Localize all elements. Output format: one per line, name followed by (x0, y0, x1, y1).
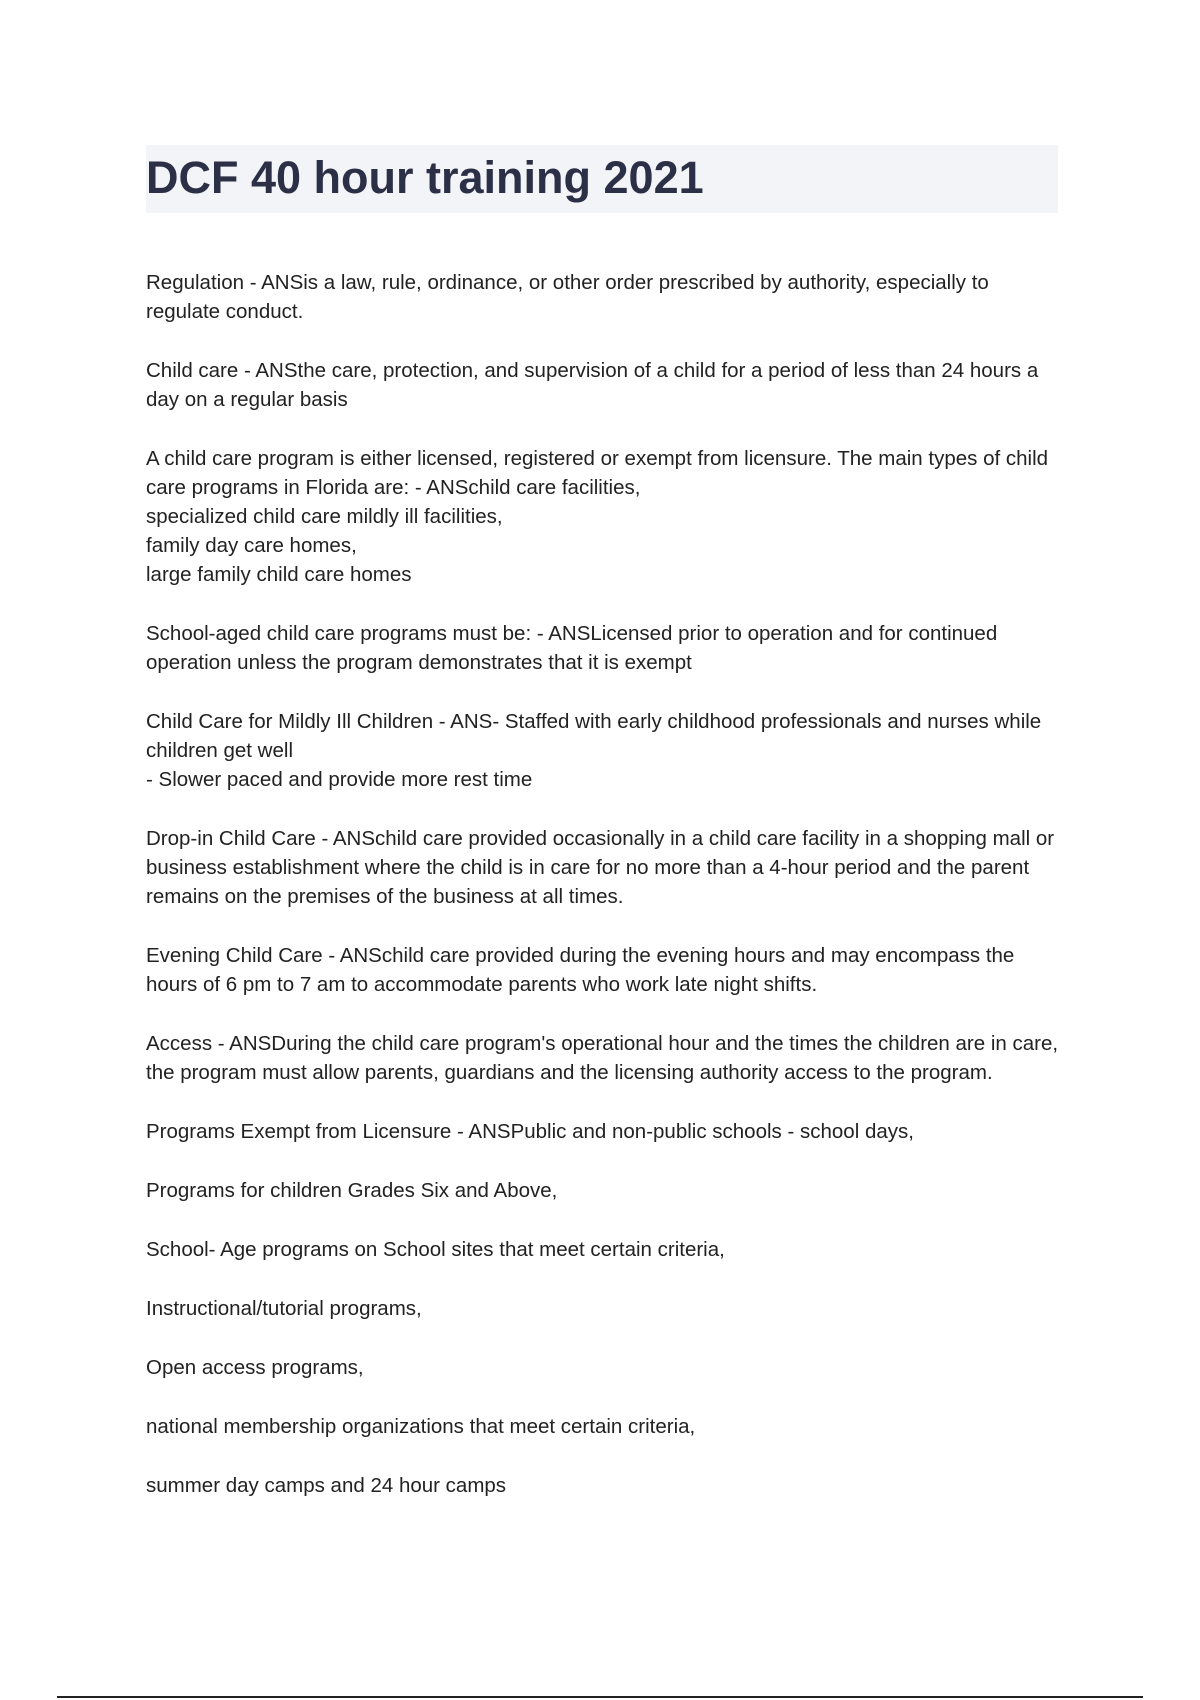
title-banner (146, 145, 1058, 213)
paragraph-school-age-sites: School- Age programs on School sites that meet certain criteria, (146, 1238, 725, 1261)
page-bottom-rule (57, 1696, 1143, 1698)
paragraph-access: Access - ANSDuring the child care program's operational hour and the times the children are in care, the program must allow parents, guardians and the licensing authority access to the program. (146, 1032, 1059, 1084)
paragraph-national-membership: national membership organizations that meet certain criteria, (146, 1415, 696, 1438)
paragraph-drop-in: Drop-in Child Care - ANSchild care provided occasionally in a child care facility in a shopping mall or business establishment where the child is in care for no more than a 4-hour period and the parent remains on the premises of the business at all times. (146, 827, 1055, 908)
paragraph-open-access: Open access programs, (146, 1356, 364, 1379)
paragraph-school-aged: School-aged child care programs must be: - ANSLicensed prior to operation and for continued operation unless the program demonstrates that it is exempt (146, 622, 998, 674)
paragraph-child-care: Child care - ANSthe care, protection, and supervision of a child for a period of less than 24 hours a day on a regular basis (146, 359, 1039, 411)
paragraph-exempt: Programs Exempt from Licensure - ANSPublic and non-public schools - school days, (146, 1120, 914, 1143)
paragraph-instructional: Instructional/tutorial programs, (146, 1297, 422, 1320)
paragraph-evening: Evening Child Care - ANSchild care provided during the evening hours and may encompass the hours of 6 pm to 7 am to accommodate parents who work late night shifts. (146, 944, 1015, 996)
paragraph-regulation: Regulation - ANSis a law, rule, ordinance, or other order prescribed by authority, especially to regulate conduct. (146, 271, 989, 323)
paragraph-grades-six: Programs for children Grades Six and Above, (146, 1179, 558, 1202)
document-title: DCF 40 hour training 2021 (146, 152, 704, 203)
paragraph-program-types: A child care program is either licensed, registered or exempt from licensure. The main types of child care programs in Florida are: - ANSchild care facilities, specialized child care mildly ill facilities, family day care homes, large family child care homes (146, 447, 1049, 586)
paragraph-summer-camps: summer day camps and 24 hour camps (146, 1474, 507, 1497)
paragraph-mildly-ill: Child Care for Mildly Ill Children - ANS- Staffed with early childhood professionals and nurses while children get well - Slower paced and provide more rest time (146, 710, 1042, 791)
document-body (146, 268, 1061, 1530)
